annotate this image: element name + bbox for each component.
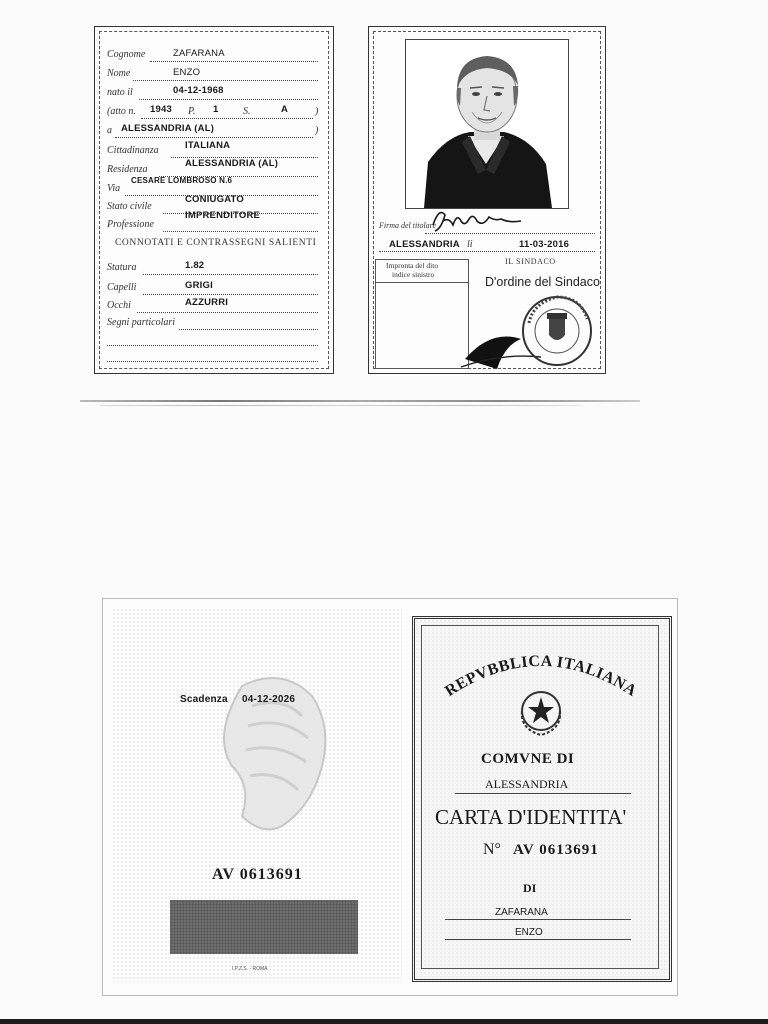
id-card-photo-page: [368, 26, 606, 374]
place-label: a: [107, 125, 112, 136]
number-value: AV 0613691: [513, 842, 599, 858]
surname-label: Cognome: [107, 49, 146, 60]
eyes-value: AZZURRI: [185, 297, 229, 308]
holder-surname: ZAFARANA: [495, 907, 548, 918]
marks-label: Segni particolari: [107, 317, 176, 328]
residence-value: ALESSANDRIA (AL): [185, 158, 279, 169]
issue-place: ALESSANDRIA: [389, 239, 460, 250]
watermark-head: [202, 666, 342, 846]
portrait-illustration: [406, 40, 568, 208]
place-close: ): [315, 125, 319, 136]
civil-status-value: CONIUGATO: [185, 194, 244, 205]
height-value: 1.82: [185, 260, 205, 271]
issue-date: 11-03-2016: [519, 239, 570, 250]
act-p-value: 1: [213, 104, 219, 115]
citizenship-value: ITALIANA: [185, 140, 231, 151]
citizenship-label: Cittadinanza: [107, 145, 159, 156]
street-value: CESARE LOMBROSO N.6: [131, 176, 233, 185]
profession-label: Professione: [107, 219, 154, 230]
scan-bottom-edge: [0, 1019, 768, 1024]
act-number: 1943: [150, 104, 172, 115]
order-text: D'ordine del Sindaco: [485, 275, 600, 289]
holder-photo: [405, 39, 569, 209]
act-close: ): [315, 106, 319, 117]
act-s-value: A: [281, 104, 289, 115]
holder-name: ENZO: [515, 927, 543, 938]
number-label: N°: [483, 841, 501, 858]
name-value: ENZO: [173, 67, 201, 78]
street-label: Via: [107, 183, 121, 194]
born-value: 04-12-1968: [173, 85, 224, 96]
scan-edge: [80, 400, 640, 402]
act-label: (atto n.: [107, 106, 136, 117]
document-title: CARTA D'IDENTITA': [435, 805, 627, 829]
residence-label: Residenza: [107, 164, 148, 175]
name-label: Nome: [107, 68, 131, 79]
hair-value: GRIGI: [185, 280, 213, 291]
fingerprint-label-1: Impronta del dito: [386, 261, 439, 270]
signature-label: Firma del titolare: [379, 221, 437, 230]
profession-value: IMPRENDITORE: [185, 210, 261, 221]
hair-label: Capelli: [107, 282, 137, 293]
born-label: nato il: [107, 87, 133, 98]
act-p-label: P.: [188, 106, 196, 117]
expiry-value: 04-12-2026: [242, 694, 296, 705]
fingerprint-box: [375, 259, 469, 369]
barcode-block: [170, 900, 358, 954]
height-label: Statura: [107, 262, 137, 273]
holder-signature: [429, 205, 529, 233]
eyes-label: Occhi: [107, 300, 131, 311]
italian-emblem-icon: [516, 685, 566, 739]
municipal-stamp: [461, 283, 601, 373]
act-s-label: S.: [243, 106, 251, 117]
comune-value: ALESSANDRIA: [485, 777, 569, 791]
expiry-label: Scadenza: [180, 694, 228, 705]
printer-text: I.P.Z.S. - ROMA: [232, 966, 268, 972]
scan-edge: [100, 405, 580, 406]
place-value: ALESSANDRIA (AL): [121, 123, 215, 134]
mayor-label: IL SINDACO: [505, 257, 556, 266]
di-label: DI: [523, 881, 537, 895]
issue-connector: li: [467, 239, 473, 250]
republic-title-text: REPVBBLICA ITALIANA: [442, 652, 640, 701]
back-card-number: AV 0613691: [212, 866, 303, 883]
card-front-cover: [412, 616, 672, 982]
civil-status-label: Stato civile: [107, 201, 152, 212]
fingerprint-label-2: indice sinistro: [392, 270, 435, 279]
id-card-data-page: [94, 26, 334, 374]
card-back-page: [112, 608, 402, 982]
surname-value: ZAFARANA: [173, 48, 225, 59]
comune-label: COMVNE DI: [481, 751, 575, 767]
section-heading: CONNOTATI E CONTRASSEGNI SALIENTI: [115, 238, 317, 248]
